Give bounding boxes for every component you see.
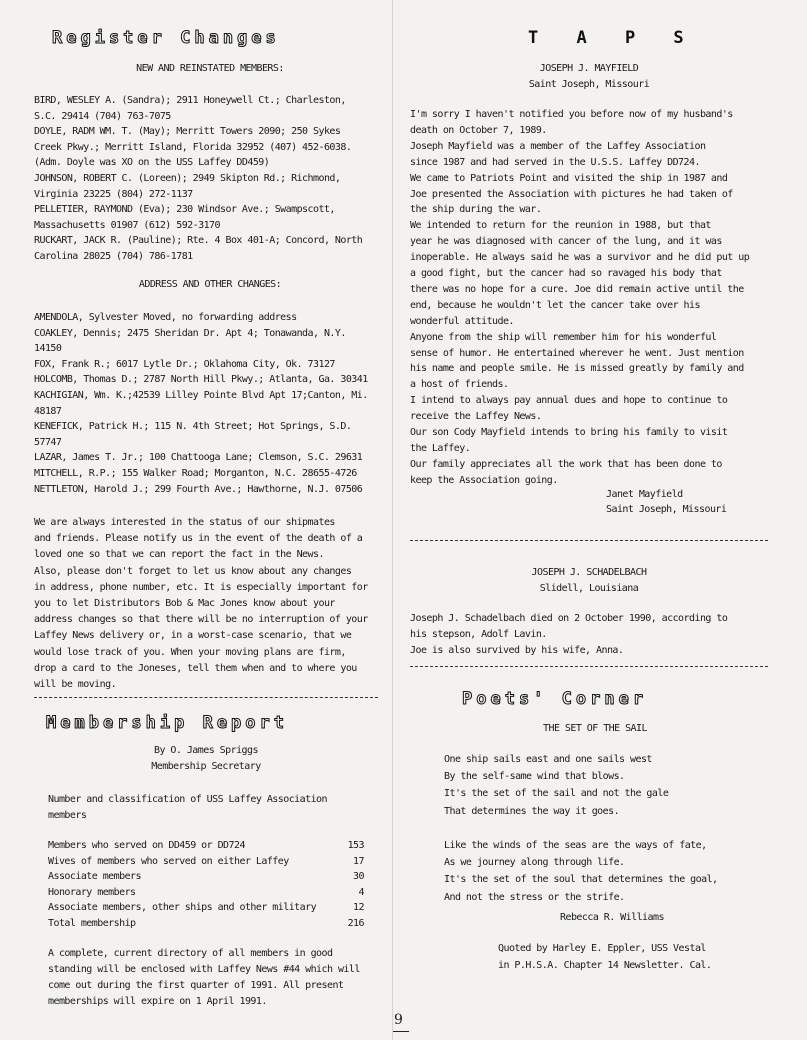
- letter-line: keep the Association going.: [410, 474, 558, 486]
- member-entry-line: S.C. 29414 (704) 763-7075: [34, 110, 171, 122]
- poem-line: It's the set of the sail and not the gale: [444, 788, 669, 800]
- notice-line: and friends. Please notify us in the event of the death of a: [34, 533, 363, 545]
- member-entry-line: Carolina 28025 (704) 786-1781: [34, 251, 193, 262]
- letter-line: We came to Patriots Point and visited the ship in 1987 and: [410, 172, 728, 184]
- byline: By O. James Spriggs: [154, 745, 258, 756]
- signature-name: Janet Mayfield: [606, 489, 683, 500]
- notice-line: address changes so that there will be no interruption of your: [34, 614, 368, 626]
- intro-line: Number and classification of USS Laffey Association: [48, 794, 327, 805]
- schadelbach-place: Slidell, Louisiana: [539, 583, 639, 594]
- address-entry-line: KACHIGIAN, Wm. K.;42539 Lilley Pointe Blvd Apt 17;Canton, Mi.: [34, 390, 368, 401]
- page-fold: [392, 0, 393, 1040]
- address-entry-line: 57747: [34, 436, 62, 448]
- address-entry-line: KENEFICK, Patrick H.; 115 N. 4th Street; Hot Springs, S.D.: [34, 421, 352, 433]
- member-entry-line: PELLETIER, RAYMOND (Eva); 230 Windsor Ave.; Swampscott,: [34, 204, 335, 216]
- new-members-heading: NEW AND REINSTATED MEMBERS:: [136, 63, 284, 74]
- intro-line: members: [48, 809, 87, 821]
- closing-line: A complete, current directory of all members in good: [48, 948, 333, 959]
- divider-right-2: [410, 666, 768, 667]
- table-row-value: 17: [353, 855, 364, 867]
- table-row-label: Honorary members: [48, 886, 136, 898]
- letter-line: since 1987 and had served in the U.S.S. Laffey DD724.: [410, 156, 700, 168]
- member-entry-line: Virginia 23225 (804) 272-1137: [34, 188, 193, 200]
- notice-line: you to let Distributors Bob & Mac Jones know about your: [34, 598, 335, 609]
- letter-line: a good fight, but the cancer had so ravaged his body that: [410, 268, 722, 279]
- closing-line: come out during the first quarter of 1991. All present: [48, 980, 344, 991]
- notice-line: Joe is also survived by his wife, Anna.: [410, 645, 624, 656]
- membership-report-title: Membership Report: [46, 713, 288, 733]
- table-row-value: 4: [358, 886, 364, 898]
- byline-role: Membership Secretary: [151, 761, 261, 772]
- letter-line: there was no hope for a cure. Joe did remain active until the: [410, 283, 744, 295]
- address-entry-line: HOLCOMB, Thomas D.; 2787 North Hill Pkwy.; Atlanta, Ga. 30341: [34, 374, 368, 386]
- divider-right-1: [410, 540, 768, 541]
- poem-line: By the self-same wind that blows.: [444, 771, 625, 783]
- right-column: [410, 0, 768, 1040]
- source-line: in P.H.S.A. Chapter 14 Newsletter. Cal.: [498, 960, 712, 971]
- member-entry-line: BIRD, WESLEY A. (Sandra); 2911 Honeywell Ct.; Charleston,: [34, 95, 346, 106]
- notice-line: We are always interested in the status of our shipmates: [34, 517, 335, 528]
- register-changes-title: Register Changes: [52, 28, 280, 48]
- poem-line: That determines the way it goes.: [444, 805, 620, 817]
- poem-author: Rebecca R. Williams: [560, 912, 664, 923]
- taps-title: T A P S: [528, 28, 698, 48]
- table-row-label: Associate members, other ships and other military: [48, 902, 317, 913]
- poem-line: As we journey along through life.: [444, 857, 625, 869]
- letter-line: Anyone from the ship will remember him for his wonderful: [410, 331, 717, 343]
- notice-line: Joseph J. Schadelbach died on 2 October 1990, according to: [410, 613, 728, 624]
- source-line: Quoted by Harley E. Eppler, USS Vestal: [498, 943, 706, 954]
- member-entry-line: (Adm. Doyle was XO on the USS Laffey DD459): [34, 157, 270, 169]
- table-row-label: Members who served on DD459 or DD724: [48, 840, 245, 851]
- closing-line: standing will be enclosed with Laffey News #44 which will: [48, 964, 360, 975]
- letter-line: his name and people smile. He is missed greatly by family and: [410, 363, 744, 375]
- letter-line: sense of humor. He entertained wherever he went. Just mention: [410, 347, 744, 359]
- member-entry-line: Creek Pkwy.; Merritt Island, Florida 32952 (407) 452-6038.: [34, 141, 352, 153]
- notice-line: Also, please don't forget to let us know about any changes: [34, 565, 352, 577]
- signature-place: Saint Joseph, Missouri: [606, 504, 727, 515]
- address-entry-line: LAZAR, James T. Jr.; 100 Chattooga Lane; Clemson, S.C. 29631: [34, 452, 363, 464]
- closing-line: memberships will expire on 1 April 1991.: [48, 996, 267, 1007]
- letter-line: year he was diagnosed with cancer of the lung, and it was: [410, 236, 722, 248]
- table-row-label: Associate members: [48, 871, 141, 882]
- page-number-underline: [393, 1031, 409, 1032]
- schadelbach-name: JOSEPH J. SCHADELBACH: [531, 567, 647, 578]
- notice-line: loved one so that we can report the fact in the News.: [34, 549, 324, 561]
- letter-line: the ship during the war.: [410, 204, 542, 216]
- letter-line: death on October 7, 1989.: [410, 124, 547, 136]
- address-entry-line: AMENDOLA, Sylvester Moved, no forwarding address: [34, 312, 297, 323]
- address-changes-heading: ADDRESS AND OTHER CHANGES:: [138, 279, 282, 290]
- letter-line: receive the Laffey News.: [410, 411, 542, 423]
- notice-line: his stepson, Adolf Lavin.: [410, 629, 547, 640]
- letter-line: the Laffey.: [410, 442, 471, 454]
- member-entry-line: DOYLE, RADM WM. T. (May); Merritt Towers 2090; 250 Sykes: [34, 126, 341, 138]
- table-row-value: 216: [347, 917, 364, 929]
- left-column: [34, 0, 386, 1040]
- letter-line: I intend to always pay annual dues and hope to continue to: [410, 395, 728, 407]
- letter-line: We intended to return for the reunion in 1988, but that: [410, 220, 711, 232]
- member-entry-line: RUCKART, JACK R. (Pauline); Rte. 4 Box 401-A; Concord, North: [34, 235, 363, 247]
- address-entry-line: COAKLEY, Dennis; 2475 Sheridan Dr. Apt 4; Tonawanda, N.Y.: [34, 327, 346, 339]
- member-entry-line: JOHNSON, ROBERT C. (Loreen); 2949 Skipton Rd.; Richmond,: [34, 173, 341, 184]
- address-entry-line: NETTLETON, Harold J.; 299 Fourth Ave.; Hawthorne, N.J. 07506: [34, 483, 363, 495]
- notice-line: Laffey News delivery or, in a worst-case scenario, that we: [34, 630, 352, 642]
- page-number: 9: [394, 1012, 403, 1028]
- address-entry-line: FOX, Frank R.; 6017 Lytle Dr.; Oklahoma City, Ok. 73127: [34, 358, 335, 370]
- letter-line: Our family appreciates all the work that has been done to: [410, 458, 722, 470]
- letter-line: wonderful attitude.: [410, 315, 514, 327]
- mayfield-name: JOSEPH J. MAYFIELD: [539, 63, 639, 74]
- letter-line: a host of friends.: [410, 379, 509, 391]
- table-row-label: Total membership: [48, 917, 136, 929]
- divider-left-1: [34, 697, 378, 698]
- mayfield-place: Saint Joseph, Missouri: [528, 79, 650, 90]
- letter-line: end, because he wouldn't let the cancer take over his: [410, 299, 700, 311]
- address-entry-line: 14150: [34, 343, 62, 355]
- notice-line: drop a card to the Joneses, tell them when and to where you: [34, 662, 357, 674]
- notice-line: in address, phone number, etc. It is especially important for: [34, 581, 368, 593]
- poem-line: One ship sails east and one sails west: [444, 754, 652, 765]
- address-entry-line: 48187: [34, 405, 62, 417]
- letter-line: Our son Cody Mayfield intends to bring his family to visit: [410, 427, 728, 438]
- letter-line: inoperable. He always said he was a survivor and he did put up: [410, 252, 750, 264]
- notice-line: would lose track of you. When your moving plans are firm,: [34, 646, 346, 658]
- table-row-value: 153: [347, 840, 364, 851]
- poem-title: THE SET OF THE SAIL: [543, 723, 647, 734]
- poem-line: And not the stress or the strife.: [444, 891, 625, 903]
- letter-line: Joseph Mayfield was a member of the Laffey Association: [410, 140, 706, 152]
- letter-line: I'm sorry I haven't notified you before now of my husband's: [410, 109, 733, 120]
- table-row-value: 30: [353, 871, 364, 882]
- table-row-label: Wives of members who served on either Laffey: [48, 855, 289, 867]
- address-entry-line: MITCHELL, R.P.; 155 Walker Road; Morganton, N.C. 28655-4726: [34, 468, 357, 479]
- poem-line: Like the winds of the seas are the ways of fate,: [444, 840, 707, 851]
- poets-corner-title: Poets' Corner: [462, 689, 648, 709]
- table-row-value: 12: [353, 902, 364, 913]
- notice-line: will be moving.: [34, 679, 117, 690]
- poem-line: It's the set of the soul that determines the goal,: [444, 874, 718, 886]
- letter-line: Joe presented the Association with pictures he had taken of: [410, 188, 733, 200]
- member-entry-line: Massachusetts 01907 (612) 592-3170: [34, 219, 220, 231]
